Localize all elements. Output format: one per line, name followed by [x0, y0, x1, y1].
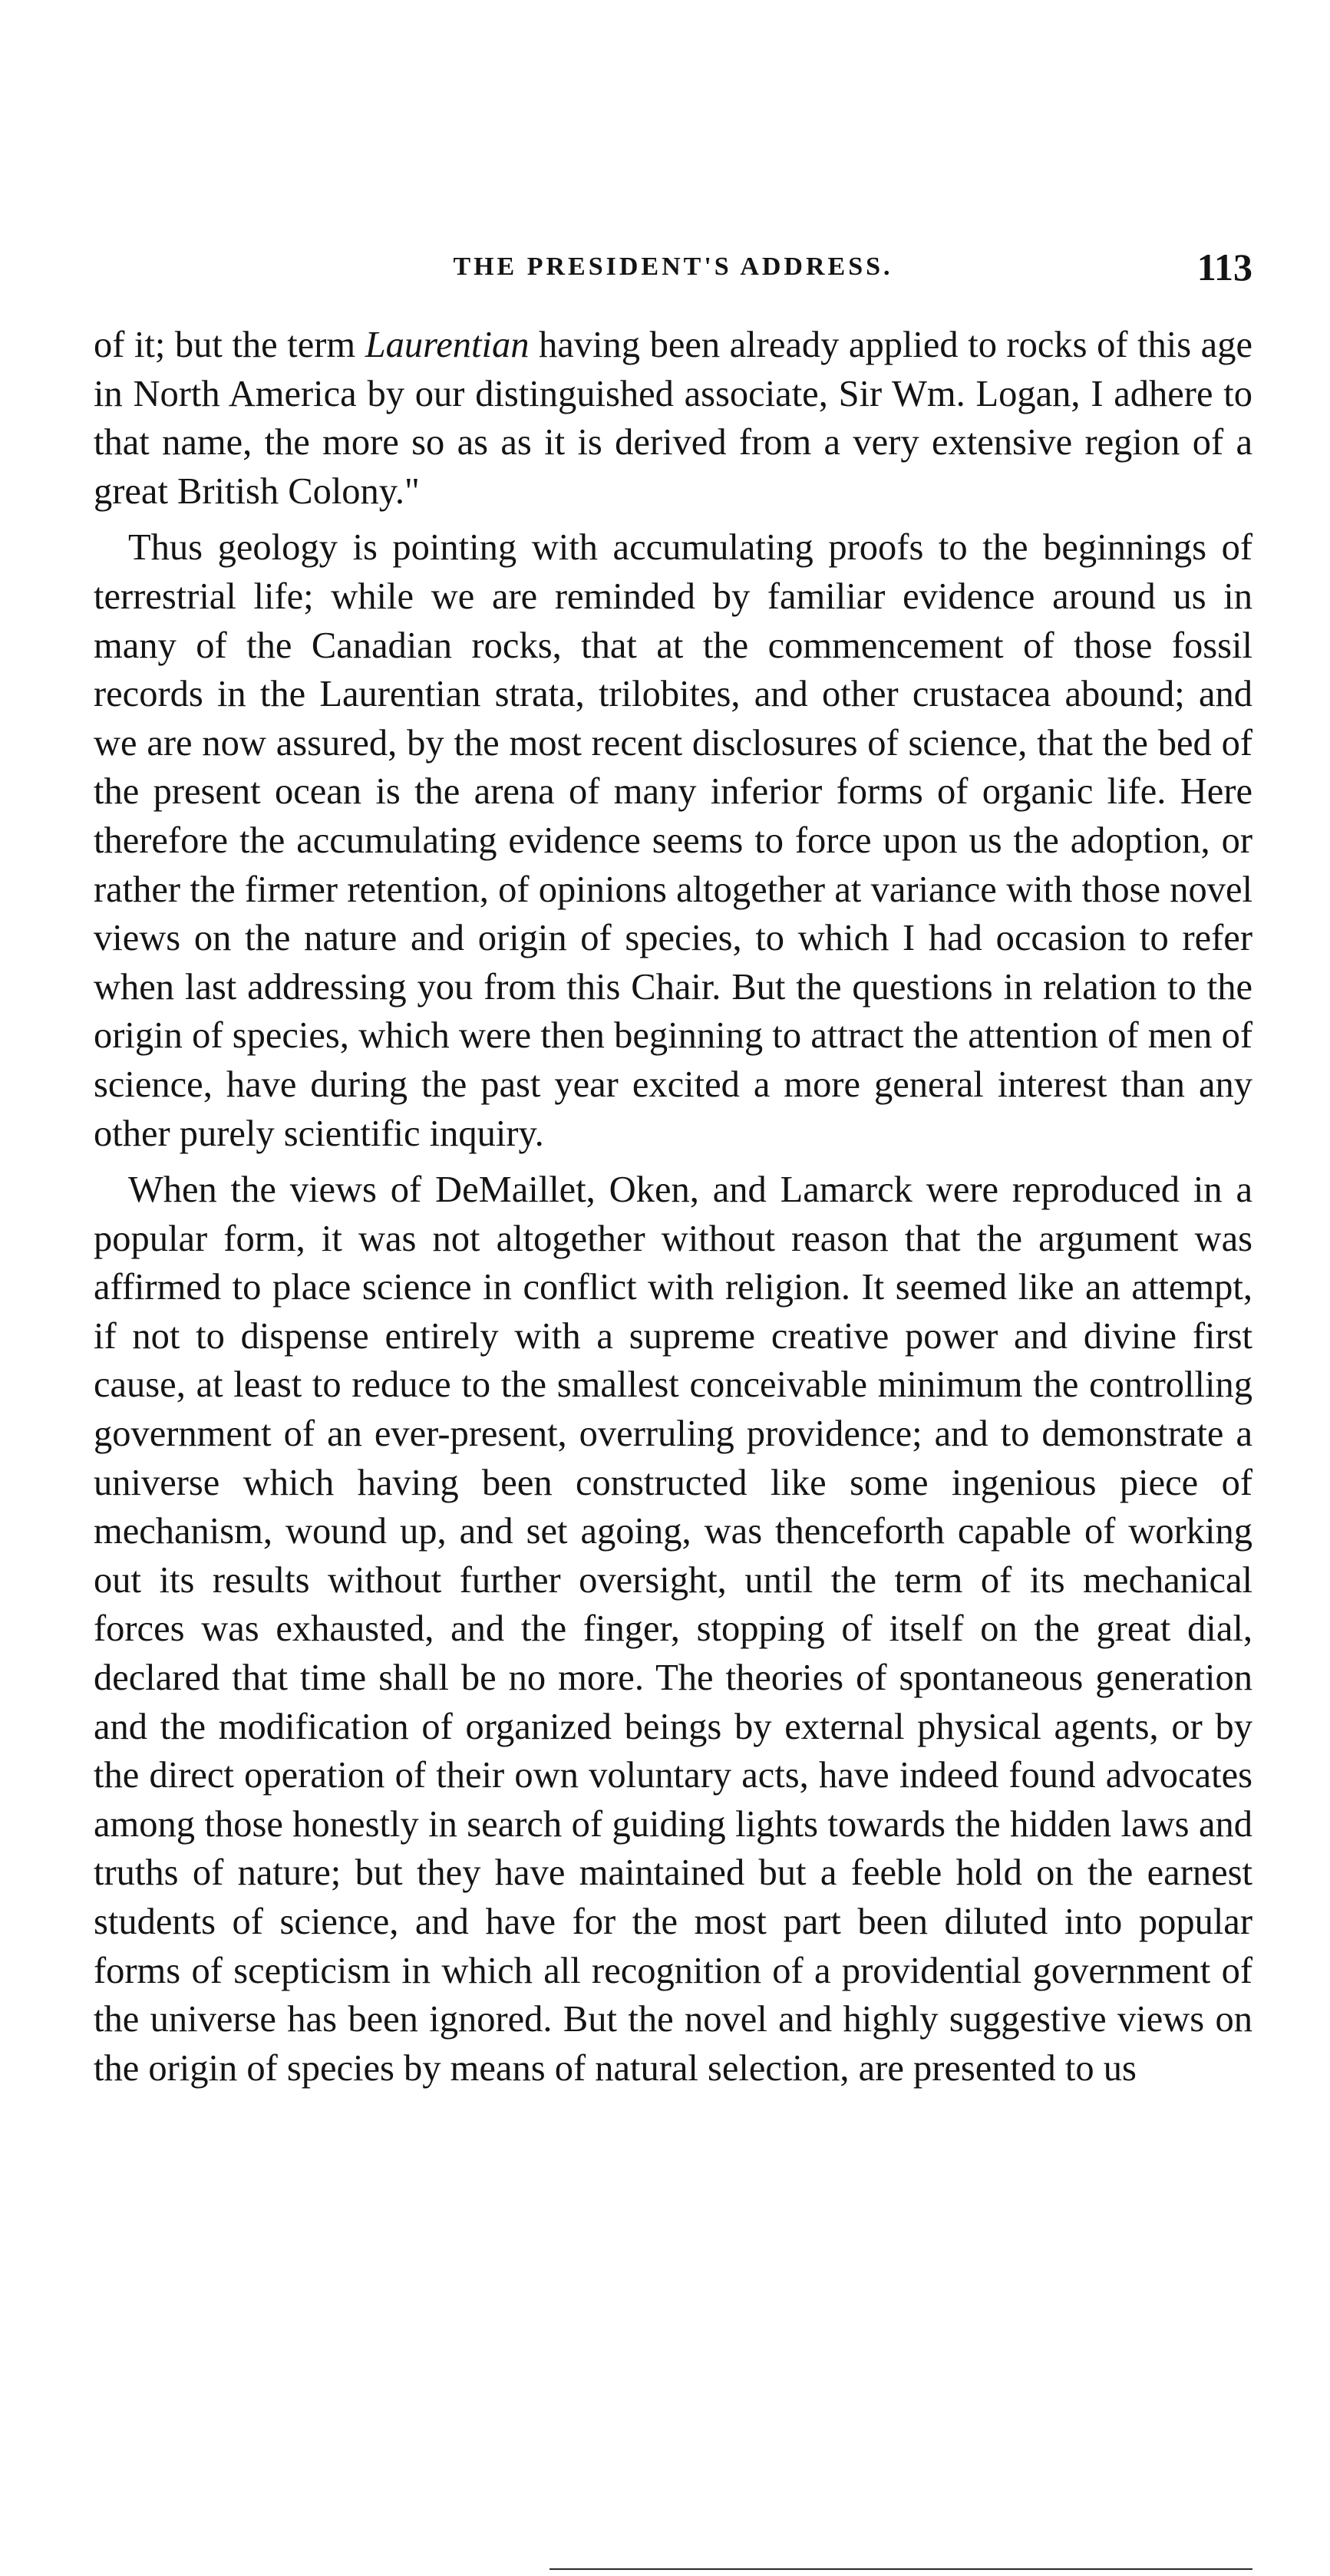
page-number: 113: [1196, 246, 1252, 289]
paragraph-1-rest: having been already applied to rocks of this age in North America by our distinguished associate, Sir Wm. Logan, I adhere to that name, the more so as as it is derived from a very extensive region of a great British Colony.": [94, 325, 1252, 512]
paragraph-1: [94, 321, 1252, 516]
paragraph-3: When the views of DeMaillet, Oken, and Lamarck were reproduced in a popular form, it was not altogether without reason that the argument was affirmed to place science in conflict with religion. It seemed like an attempt, if not to dispense entirely with a supreme creative power and divine first cause, at least to reduce to the smallest conceivable minimum the controlling government of an ever-present, overruling providence; and to demonstrate a universe which having been constructed like some ingenious piece of mechanism, wound up, and set agoing, was thenceforth capable of working out its results without further oversight, until the term of its mechanical forces was exhausted, and the finger, stopping of itself on the great dial, declared that time shall be no more. The theories of spontaneous generation and the modification of organized beings by external physical agents, or by the direct operation of their own voluntary acts, have indeed found advocates among those honestly in search of guiding lights towards the hidden laws and truths of nature; but they have maintained but a feeble hold on the earnest students of science, and have for the most part been diluted into popular forms of scepticism in which all recognition of a providential government of the universe has been ignored. But the novel and highly suggestive views on the origin of species by means of natural selection, are presented to us: [94, 1169, 1252, 2089]
running-head-title: THE PRESIDENT'S ADDRESS.: [453, 252, 893, 281]
body-text: [94, 321, 1252, 2100]
paragraph-2: Thus geology is pointing with accumulating proofs to the beginnings of terrestrial life; while we are reminded by familiar evidence around us in many of the Canadian rocks, that at the commencement of those fossil records in the Laurentian strata, trilobites, and other crustacea abound; and we are now assured, by the most recent disclosures of science, that the bed of the present ocean is the arena of many inferior forms of organic life. Here therefore the accumulating evidence seems to force upon us the adoption, or rather the firmer retention, of opinions altogether at variance with those novel views on the nature and origin of species, to which I had occasion to refer when last addressing you from this Chair. But the questions in relation to the origin of species, which were then beginning to attract the attention of men of science, have during the past year excited a more general interest than any other purely scientific inquiry.: [94, 527, 1252, 1154]
footnote-rule: [549, 2568, 1252, 2570]
italic-term-laurentian: Laurentian: [365, 325, 530, 365]
running-head: [94, 244, 1252, 290]
paragraph-1-lead: of it; but the term: [94, 325, 365, 365]
